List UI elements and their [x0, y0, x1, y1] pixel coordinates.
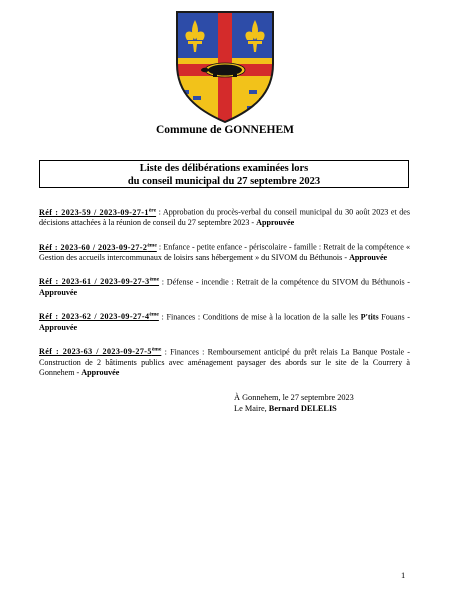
deliberation-item: [39, 310, 410, 334]
deliberation-item: [39, 205, 410, 229]
mayor-name: Bernard DELELIS: [268, 404, 337, 413]
page-number: 1: [401, 570, 406, 580]
deliberation-reference: Réf : 2023-63 / 2023-09-27-5ème: [39, 346, 162, 357]
deliberation-text: : Défense - incendie : Retrait de la compétence du SIVOM du Béthunois -: [159, 277, 410, 287]
deliberation-reference: Réf : 2023-62 / 2023-09-27-4ème: [39, 311, 159, 322]
deliberation-item: [39, 240, 410, 264]
deliberation-text: : Finances : Conditions de mise à la location de la salle les: [158, 312, 361, 322]
deliberation-item: [39, 275, 410, 299]
deliberation-text: : Enfance - petite enfance - périscolaire - famille : Retrait de la compétence « Gestion des accueils intercommunaux de loisirs sans hébergement » du SIVOM du Béthunois -: [39, 242, 411, 263]
deliberation-status: Approuvée: [256, 218, 295, 228]
deliberations-list: [39, 205, 410, 390]
deliberation-reference: Réf : 2023-60 / 2023-09-27-2ème: [39, 241, 157, 252]
document-title-line-1: Liste des délibérations examinées lors: [139, 163, 309, 174]
signature-block: [234, 392, 354, 414]
deliberation-item: [39, 345, 410, 379]
deliberation-reference: Réf : 2023-59 / 2023-09-27-1ère: [39, 207, 157, 217]
signature-place-date: À Gonnehem, le 27 septembre 2023: [234, 393, 354, 402]
deliberation-text: : Approbation du procès-verbal du conseil municipal du 30 août 2023 et des décisions attachées à la réunion de conseil du 27 septembre 2023 -: [39, 207, 410, 228]
signature-mayor: Le Maire, Bernard DELELIS: [234, 404, 337, 413]
deliberation-status: Approuvée: [81, 368, 120, 378]
deliberation-status: Approuvée: [349, 253, 388, 263]
deliberation-text-after: Fouans -: [378, 312, 411, 322]
document-title-box: [39, 160, 409, 188]
deliberation-text-emphasis: P'tits: [360, 312, 379, 322]
deliberation-status: Approuvée: [39, 322, 78, 332]
coat-of-arms-icon: [171, 6, 279, 126]
deliberation-status: Approuvée: [39, 288, 78, 298]
commune-name: Commune de GONNEHEM: [156, 124, 294, 136]
deliberation-text: : Finances : Remboursement anticipé du prêt relais La Banque Postale - Construction de 2 bâtiments publics avec aménagement paysager des abords sur le site de la Courrery à Gonnehem -: [39, 347, 410, 378]
document-title-line-2: du conseil municipal du 27 septembre 2023: [127, 176, 321, 187]
deliberation-reference: Réf : 2023-61 / 2023-09-27-3ème: [39, 276, 160, 287]
